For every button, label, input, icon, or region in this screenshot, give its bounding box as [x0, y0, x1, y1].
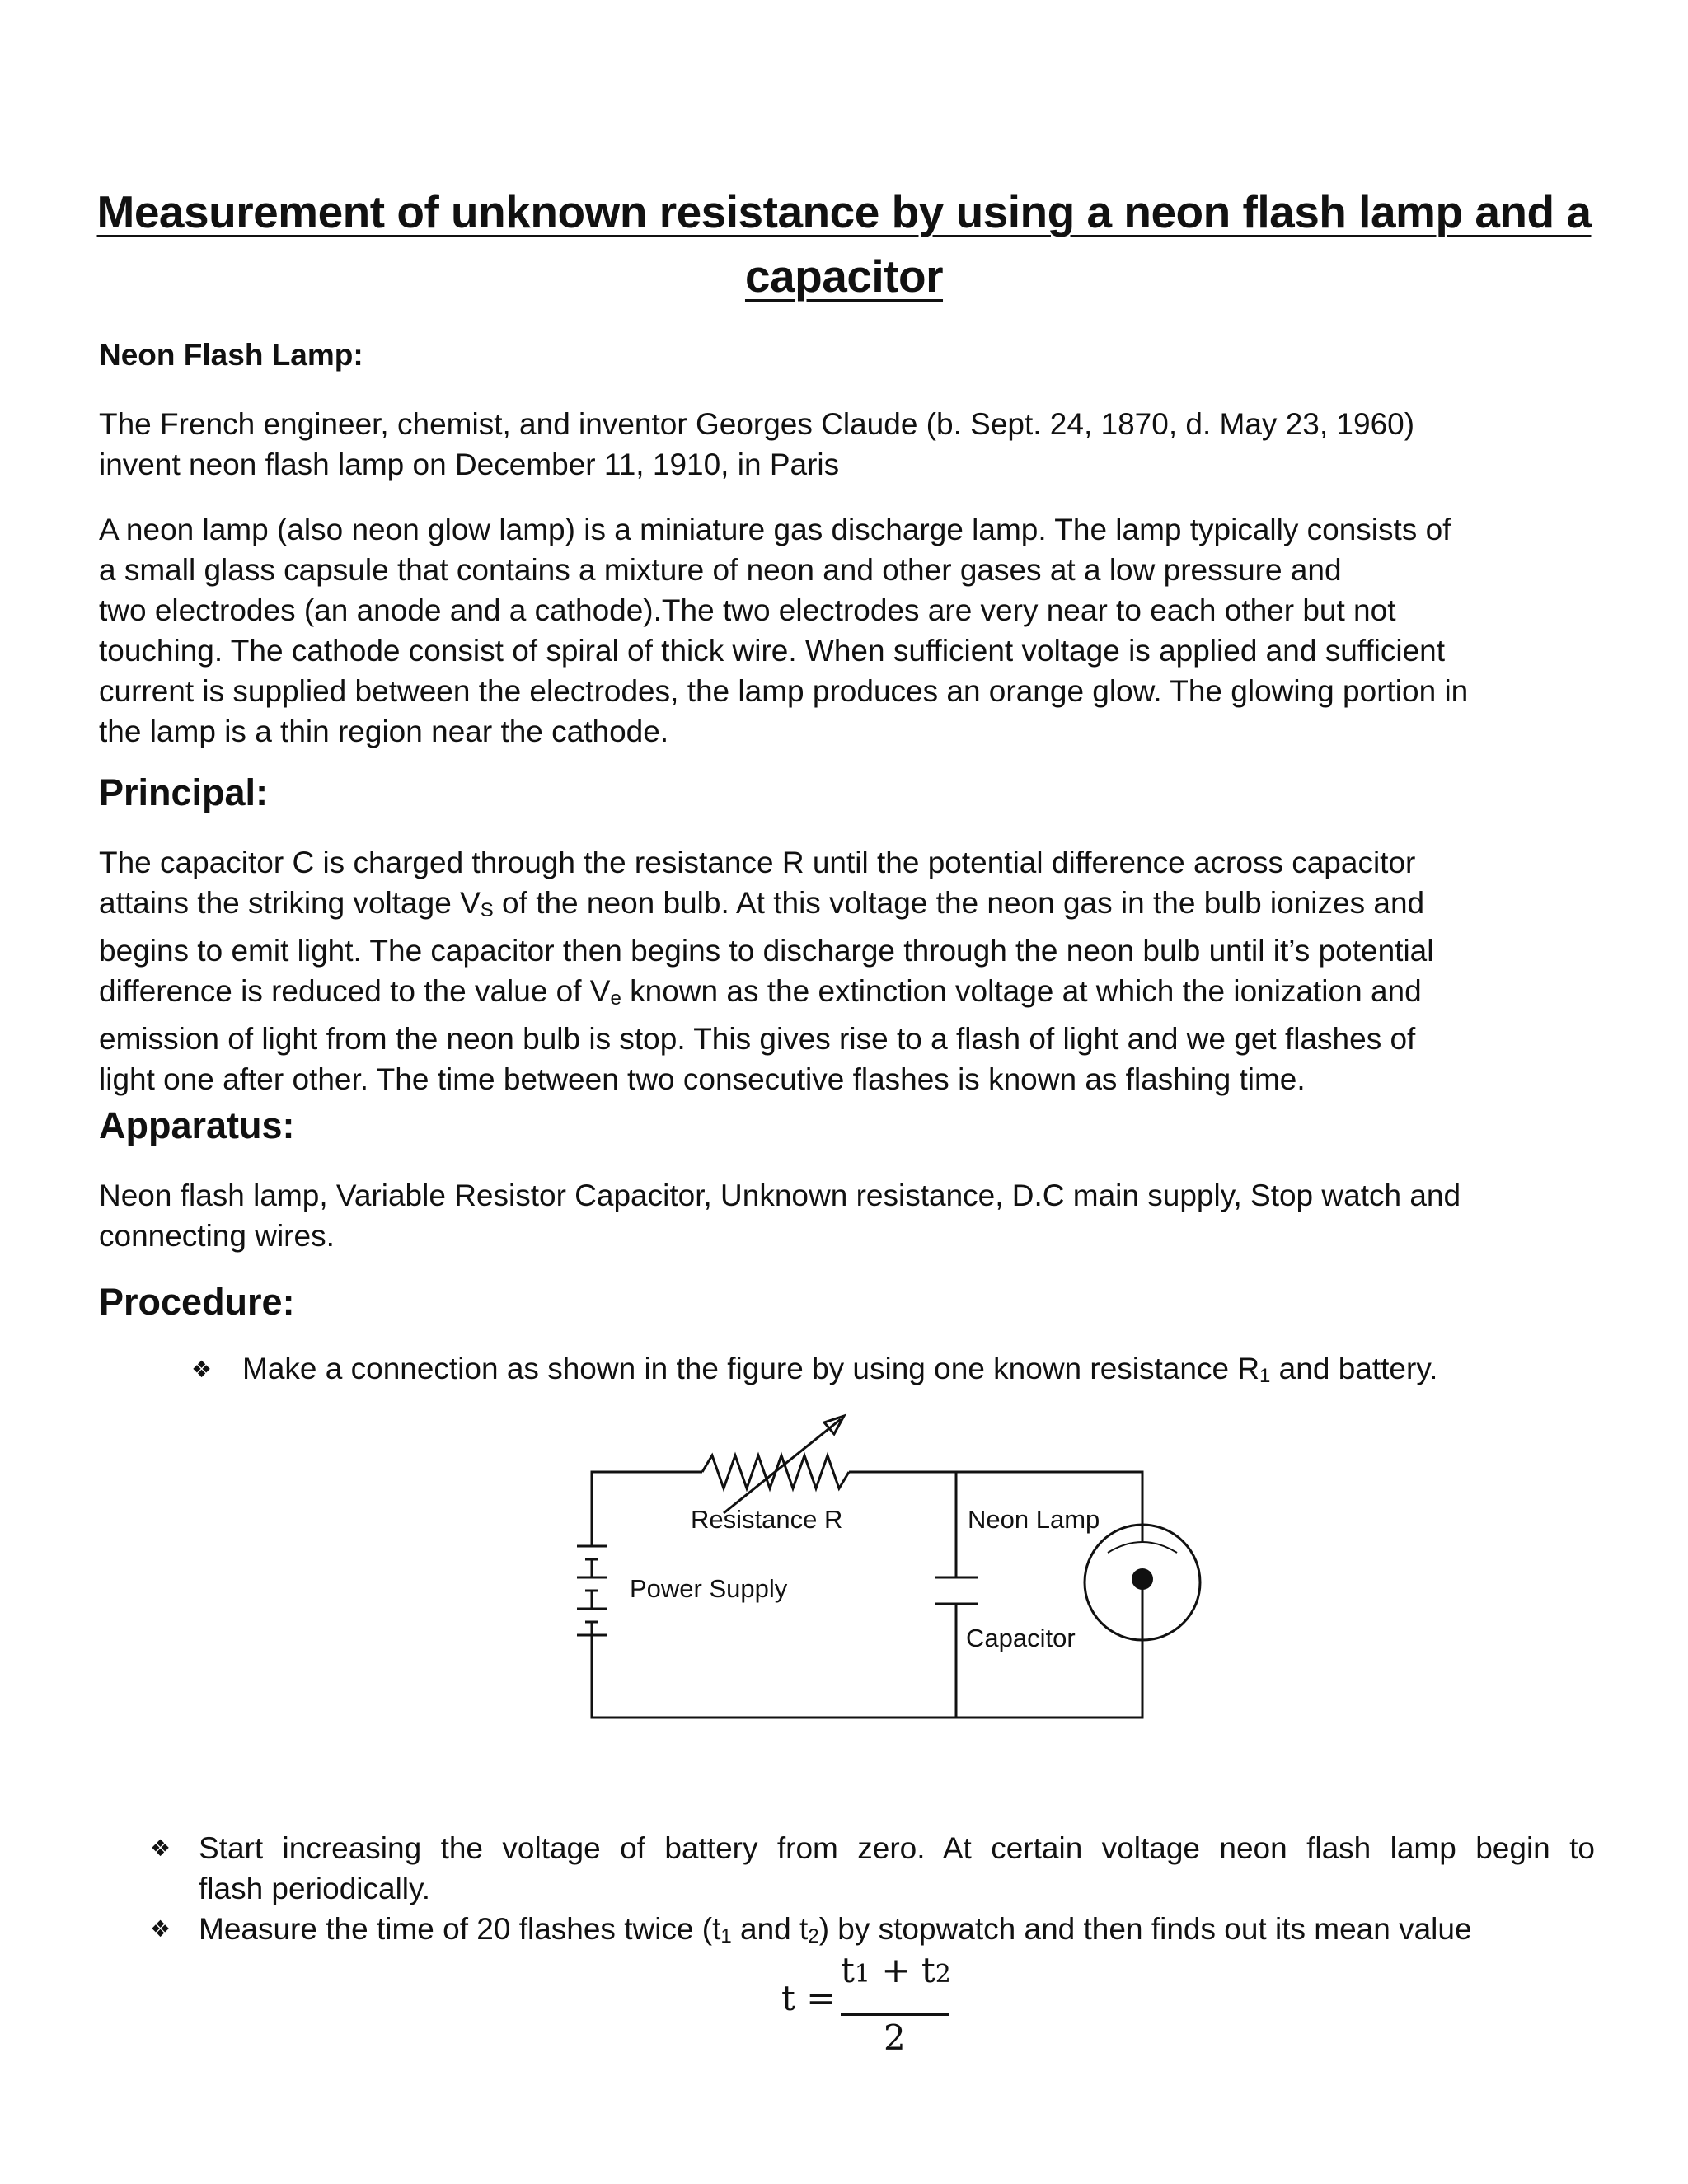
neon-lamp-arc: [1108, 1542, 1177, 1553]
text-line: The capacitor C is charged through the resistance R until the potential difference across capacitor: [99, 846, 1416, 879]
equation-lhs: t =: [781, 1978, 836, 2018]
neon-heading: Neon Flash Lamp:: [99, 338, 363, 372]
procedure-step-2-line-2: flash periodically.: [199, 1872, 431, 1905]
equation-denominator: 2: [884, 2018, 906, 2058]
equation-fraction-bar: [841, 2013, 950, 2016]
procedure-heading: Procedure:: [99, 1281, 295, 1323]
text-line: A neon lamp (also neon glow lamp) is a miniature gas discharge lamp. The lamp typically consists of: [99, 513, 1451, 546]
neon-lamp-dot: [1132, 1568, 1153, 1590]
apparatus-heading: Apparatus:: [99, 1104, 295, 1146]
procedure-step-2-line-1: Start increasing the voltage of battery from zero. At certain voltage neon flash lamp begin to: [199, 1831, 1595, 1865]
text-line: touching. The cathode consist of spiral of thick wire. When sufficient voltage is applied and sufficient: [99, 634, 1446, 668]
text-line: difference is reduced to the value of $V_e$ known as the extinction voltage at which the ionization and: [99, 974, 1422, 1010]
text-line: a small glass capsule that contains a mixture of neon and other gases at a low pressure and: [99, 553, 1342, 587]
procedure-step-3: Measure the time of 20 flashes twice ($t_1$ and $t_2$) by stopwatch and then finds out its mean value: [199, 1912, 1472, 1947]
text-line: two electrodes (an anode and a cathode).The two electrodes are very near to each other but not: [99, 593, 1396, 627]
text-line: attains the striking voltage $V_S$ of the neon bulb. At this voltage the neon gas in the bulb ionizes and: [99, 886, 1425, 921]
wire-left-top: [592, 1472, 702, 1546]
title-line-2: capacitor: [744, 251, 944, 302]
capacitor-label: Capacitor: [966, 1624, 1076, 1652]
procedure-step-1: Make a connection as shown in the figure by using one known resistance $R_1$ and battery.: [242, 1352, 1438, 1387]
neon-lamp-label: Neon Lamp: [968, 1505, 1100, 1534]
text-line: current is supplied between the electrodes, the lamp produces an orange glow. The glowing portion in: [99, 674, 1469, 708]
bullet-diamond-icon: ❖: [150, 1915, 171, 1943]
power-supply-label: Power Supply: [630, 1574, 788, 1603]
text-line: invent neon flash lamp on December 11, 1910, in Paris: [99, 448, 840, 481]
text-line: light one after other. The time between two consecutive flashes is known as flashing time.: [99, 1062, 1306, 1096]
text-line: The French engineer, chemist, and inventor Georges Claude (b. Sept. 24, 1870, d. May 23, 1960): [99, 407, 1415, 441]
bullet-diamond-icon: ❖: [150, 1835, 171, 1862]
principal-heading: Principal:: [99, 771, 269, 813]
text-line: connecting wires.: [99, 1219, 335, 1253]
text-line: the lamp is a thin region near the cathode.: [99, 715, 669, 748]
text-line: Neon flash lamp, Variable Resistor Capacitor, Unknown resistance, D.C main supply, Stop watch and: [99, 1179, 1461, 1212]
bullet-diamond-icon: ❖: [191, 1356, 213, 1383]
equation-numerator: t1 + t2: [841, 1950, 951, 1990]
resistance-label: Resistance R: [691, 1505, 843, 1534]
text-line: begins to emit light. The capacitor then begins to discharge through the neon bulb until it’s potential: [99, 934, 1434, 968]
title-line-1: Measurement of unknown resistance by using a neon flash lamp and a: [96, 186, 1592, 237]
text-line: emission of light from the neon bulb is stop. This gives rise to a flash of light and we get flashes of: [99, 1022, 1416, 1056]
